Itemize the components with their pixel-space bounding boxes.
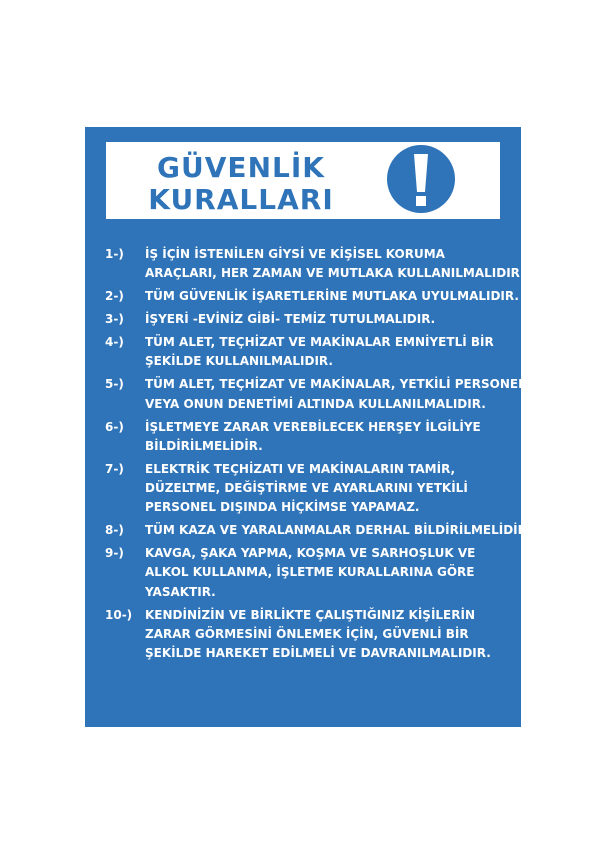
rule-number: 8-) [105,523,124,538]
rule-item [105,606,515,664]
rule-text-line: DÜZELTME, DEĞİŞTİRME VE AYARLARINI YETKİLİ [145,481,468,496]
rules-list [105,245,532,667]
rule-item [105,375,526,413]
rule-text-line: ARAÇLARI, HER ZAMAN VE MUTLAKA KULLANILMALIDIR. [145,266,525,281]
rule-item [105,418,515,456]
rule-item [105,310,515,329]
exclamation-circle-icon [386,144,456,214]
sign-title [106,152,376,216]
rule-text-line: VEYA ONUN DENETİMİ ALTINDA KULLANILMALIDIR. [145,396,486,411]
rule-text-line: KENDİNİZİN VE BİRLİKTE ÇALIŞTIĞINIZ KİŞİLERİN [145,607,476,622]
rule-text [145,521,532,540]
rule-text-line: KAVGA, ŞAKA YAPMA, KOŞMA VE SARHOŞLUK VE [145,546,476,561]
rule-text-line: ALKOL KULLANMA, İŞLETME KURALLARINA GÖRE [145,565,475,580]
rule-text-line: BİLDİRİLMELİDİR. [145,438,263,453]
rule-number: 5-) [105,377,124,392]
rule-text [145,333,515,371]
rule-number: 9-) [105,546,124,561]
rule-item [105,544,515,602]
rule-number: 6-) [105,419,124,434]
rule-text [145,245,525,283]
rule-text-line: ŞEKİLDE HAREKET EDİLMELİ VE DAVRANILMALIDIR. [145,646,491,661]
rule-text-line: İŞ İÇİN İSTENİLEN GİYSİ VE KİŞİSEL KORUMA [145,247,445,261]
rule-item [105,521,532,540]
rule-number: 7-) [105,461,124,476]
title-line-1: GÜVENLİK [157,151,325,184]
rule-text [145,606,515,664]
rule-text-line: PERSONEL DIŞINDA HİÇKİMSE YAPAMAZ. [145,500,420,515]
rule-text-line: ELEKTRİK TEÇHİZATI VE MAKİNALARIN TAMİR, [145,461,456,476]
rule-text-line: TÜM ALET, TEÇHİZAT VE MAKİNALAR, YETKİLİ PERSONEL [145,377,526,392]
rule-text-line: İŞYERİ -EVİNİZ GİBİ- TEMİZ TUTULMALIDIR. [145,312,436,327]
rule-item [105,245,525,283]
sign-header [106,142,500,219]
rule-text [145,460,515,518]
rule-text [145,544,515,602]
rule-text [145,418,515,456]
rule-text [145,287,519,306]
safety-sign [85,127,532,727]
rule-text-line: YASAKTIR. [145,584,216,599]
rule-text-line: ZARAR GÖRMESİNİ ÖNLEMEK İÇİN, GÜVENLİ BİR [145,626,469,641]
rule-number: 10-) [105,607,133,622]
rule-text-line: İŞLETMEYE ZARAR VEREBİLECEK HERŞEY İLGİLİYE [145,419,481,434]
rule-number: 1-) [105,247,124,261]
rule-text-line: TÜM KAZA VE YARALANMALAR DERHAL BİLDİRİLMELİDİR. [145,523,532,538]
rule-number: 3-) [105,312,124,327]
rule-text [145,310,515,329]
rule-text [145,375,526,413]
rule-item [105,460,515,518]
rule-item [105,333,515,371]
title-line-2: KURALLARI [148,183,334,216]
rule-text-line: ŞEKİLDE KULLANILMALIDIR. [145,354,333,369]
rule-number: 2-) [105,289,124,304]
rule-text-line: TÜM GÜVENLİK İŞARETLERİNE MUTLAKA UYULMALIDIR. [145,289,519,304]
rule-number: 4-) [105,335,124,350]
rule-text-line: TÜM ALET, TEÇHİZAT VE MAKİNALAR EMNİYETLİ BİR [145,335,494,350]
rule-item [105,287,519,306]
